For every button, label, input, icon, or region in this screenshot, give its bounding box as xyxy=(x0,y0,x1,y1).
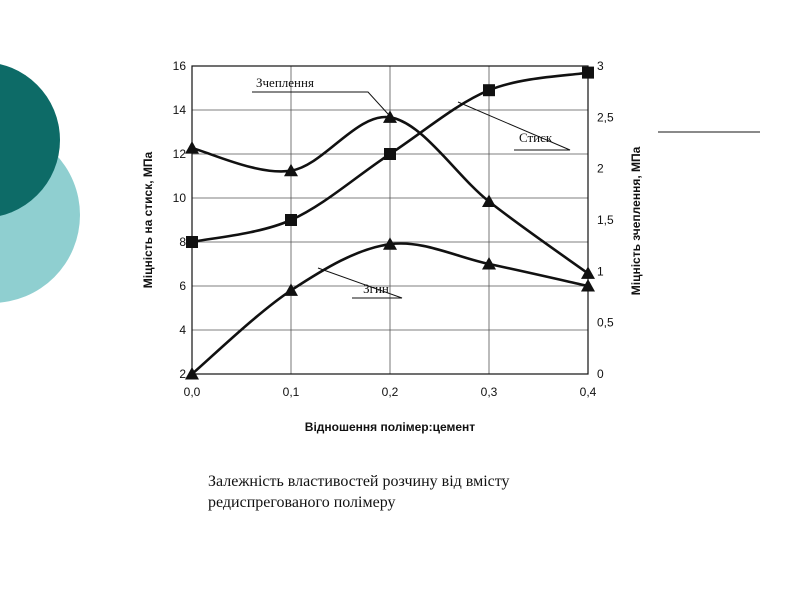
y2-tick-label: 1 xyxy=(597,264,604,279)
data-point-zcheplennia xyxy=(581,266,595,279)
x-tick-label: 0,3 xyxy=(480,385,498,399)
figure-caption xyxy=(208,471,628,513)
y-axis-title: Міцність на стиск, МПа xyxy=(141,151,155,289)
data-point-stysk xyxy=(582,67,594,79)
series-label-zcheplennia: Зчеплення xyxy=(256,75,314,90)
data-point-zhyn xyxy=(284,283,298,296)
y2-tick-label: 2 xyxy=(597,161,604,176)
caption-line-2: редиспрегованого полімеру xyxy=(208,494,396,511)
data-point-zcheplennia xyxy=(185,141,199,154)
x-tick-label: 0,1 xyxy=(282,385,300,399)
x-tick-label: 0,2 xyxy=(381,385,399,399)
y-tick-label: 8 xyxy=(179,235,186,249)
y2-tick-label: 3 xyxy=(597,59,604,73)
y-tick-label: 12 xyxy=(172,147,186,161)
data-point-stysk xyxy=(483,84,495,96)
y2-tick-label: 0 xyxy=(597,367,604,381)
y-tick-label: 10 xyxy=(172,191,186,205)
y2-tick-label: 2,5 xyxy=(597,110,614,125)
y2-axis-title: Міцність зчеплення, МПа xyxy=(629,146,643,296)
series-label-zhyn: Згин xyxy=(363,281,389,296)
leader-line-stysk xyxy=(458,102,570,150)
x-axis-title: Відношення полімер:цемент xyxy=(304,420,476,434)
x-tick-label: 0,0 xyxy=(183,385,201,399)
chart-series-labels xyxy=(252,75,570,298)
x-tick-label: 0,4 xyxy=(579,385,597,399)
series-label-stysk: Стиск xyxy=(519,130,553,145)
y-tick-label: 14 xyxy=(172,103,186,117)
data-point-stysk xyxy=(186,236,198,248)
y2-tick-label: 0,5 xyxy=(597,315,614,330)
leader-line-zcheplennia xyxy=(252,92,388,114)
y-tick-label: 2 xyxy=(179,367,186,381)
y2-tick-label: 1,5 xyxy=(597,213,614,227)
y-tick-label: 6 xyxy=(179,279,186,293)
data-point-stysk xyxy=(384,148,396,160)
caption-line-1: Залежність властивостей розчину від вмісту xyxy=(208,473,510,490)
y-tick-label: 16 xyxy=(172,59,186,73)
leader-line-zhyn xyxy=(318,268,402,298)
y-tick-label: 4 xyxy=(179,323,186,337)
data-point-stysk xyxy=(285,214,297,226)
